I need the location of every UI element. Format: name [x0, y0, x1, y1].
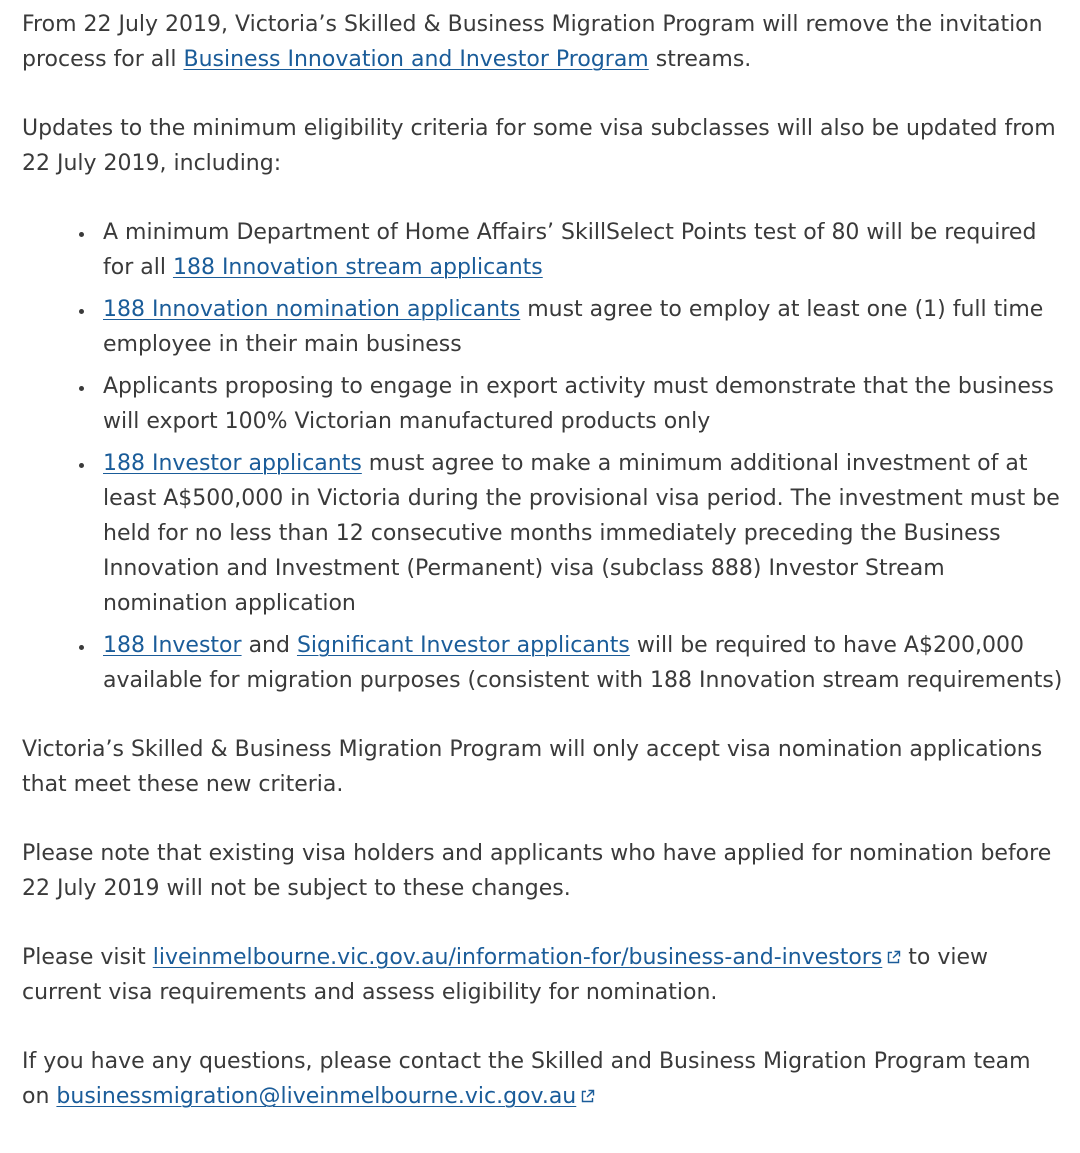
business-migration-email-text: businessmigration@liveinmelbourne.vic.gov.au — [56, 1084, 577, 1109]
business-and-investors-link[interactable] — [153, 945, 902, 970]
business-migration-email-link[interactable] — [56, 1084, 595, 1109]
contact-paragraph — [22, 1044, 1064, 1114]
innovation-nomination-applicants-link[interactable]: 188 Innovation nomination applicants — [103, 297, 521, 322]
list-item-points-test — [103, 215, 1064, 285]
list-item-text: and — [241, 633, 297, 658]
visit-text-end: to view current visa requirements and assess eligibility for nomination. — [22, 945, 989, 1005]
list-item-text: Applicants proposing to engage in export activity must demonstrate that the business will export 100% Victorian manufactured products only — [103, 374, 1054, 434]
new-criteria-paragraph: Victoria’s Skilled & Business Migration Program will only accept visa nomination applications that meet these new criteria. — [22, 737, 1043, 797]
external-link-icon — [580, 1089, 595, 1104]
list-item-text: A minimum Department of Home Affairs’ SkillSelect Points test of 80 will be required for all — [103, 220, 1037, 280]
visit-paragraph — [22, 940, 1064, 1010]
intro-text: From 22 July 2019, Victoria’s Skilled & Business Migration Program will remove the invitation process for all — [22, 12, 1043, 72]
list-item-employee — [103, 292, 1064, 362]
contact-text: If you have any questions, please contact the Skilled and Business Migration Program team on — [22, 1049, 1031, 1109]
innovation-stream-applicants-link[interactable]: 188 Innovation stream applicants — [172, 255, 543, 280]
list-item-investment — [103, 446, 1064, 621]
intro-text-end: streams. — [648, 47, 752, 72]
significant-investor-applicants-link[interactable]: Significant Investor applicants — [296, 633, 630, 658]
criteria-intro-paragraph: Updates to the minimum eligibility criteria for some visa subclasses will also be updated from 22 July 2019, including: — [22, 116, 1056, 176]
intro-paragraph — [22, 7, 1064, 77]
external-link-icon — [886, 950, 901, 965]
list-item-export — [103, 369, 1064, 439]
business-and-investors-link-text: liveinmelbourne.vic.gov.au/information-for/business-and-investors — [152, 945, 883, 970]
business-innovation-investor-program-link[interactable]: Business Innovation and Investor Program — [183, 47, 649, 72]
list-item-text: must agree to employ at least one (1) full time employee in their main business — [103, 297, 1044, 357]
criteria-list — [22, 215, 1064, 698]
list-item-migration-funds — [103, 628, 1064, 698]
investor-applicants-link[interactable]: 188 Investor applicants — [103, 451, 362, 476]
list-item-text: will be required to have A$200,000 available for migration purposes (consistent with 188 Innovation stream requirements) — [103, 633, 1063, 693]
visit-text: Please visit — [22, 945, 153, 970]
list-item-text: must agree to make a minimum additional investment of at least A$500,000 in Victoria during the provisional visa period. The investment must be held for no less than 12 consecutive months immediately preceding the Business Innovation and Investment (Permanent) visa (subclass 888) Investor Stream nomination application — [103, 451, 1060, 616]
existing-holders-paragraph: Please note that existing visa holders and applicants who have applied for nomination before 22 July 2019 will not be subject to these changes. — [22, 841, 1052, 901]
investor-link[interactable]: 188 Investor — [103, 633, 242, 658]
